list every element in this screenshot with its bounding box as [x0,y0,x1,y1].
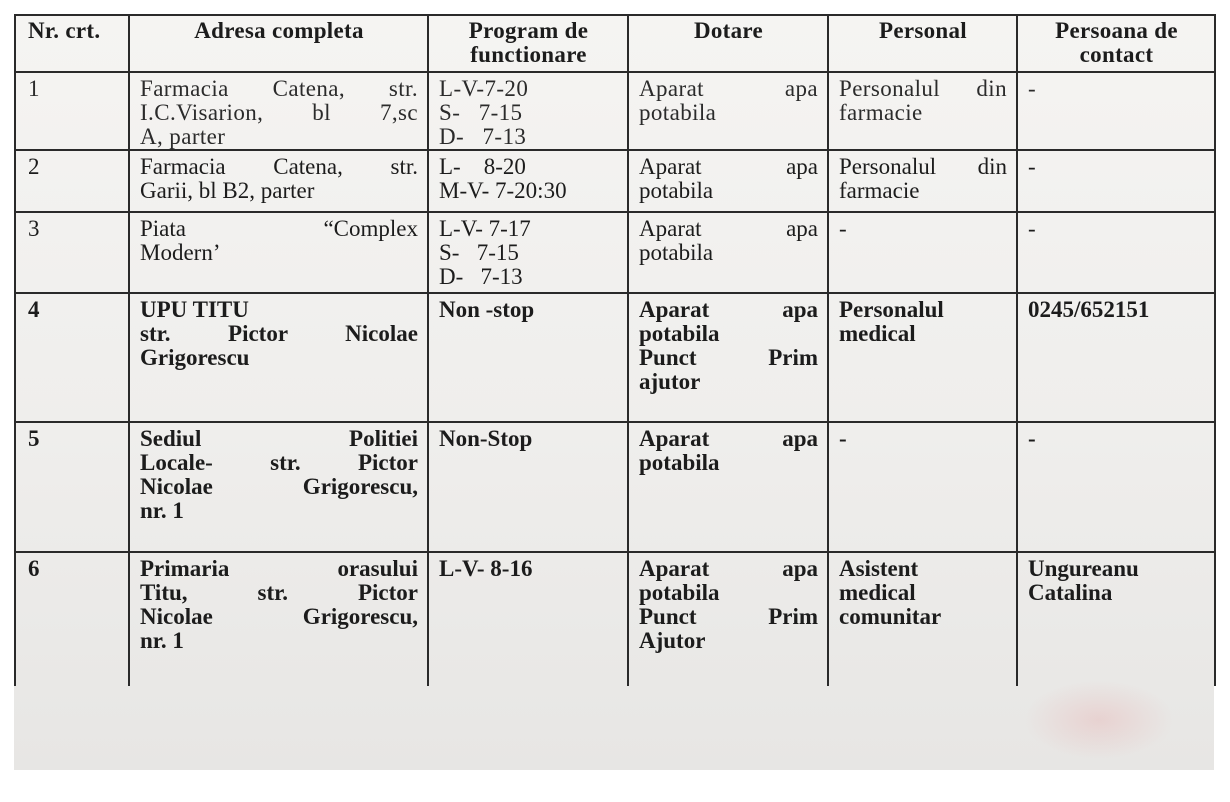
cell-address: Farmacia Catena, str. Garii, bl B2, parter [129,150,428,212]
cell-staff: Personalul din farmacie [828,72,1017,150]
cell-staff: - [828,212,1017,293]
table-row [15,72,1215,150]
paper-stain [1024,680,1174,760]
cell-nr: 6 [15,552,129,686]
header-staff: Personal [828,15,1017,72]
cell-address: Primaria orasului Titu, str. Pictor Nicolae Grigorescu, nr. 1 [129,552,428,686]
cell-equipment: Aparat apa potabila [628,422,828,552]
table-row [15,212,1215,293]
cell-schedule: L-V-7-20 S- 7-15 D- 7-13 [428,72,628,150]
header-row [15,15,1215,72]
cell-nr: 1 [15,72,129,150]
cell-address: Sediul Politiei Locale- str. Pictor Nicolae Grigorescu, nr. 1 [129,422,428,552]
cell-nr: 2 [15,150,129,212]
cell-address: Farmacia Catena, str. I.C.Visarion, bl 7,sc A, parter [129,72,428,150]
cell-schedule: L-V- 7-17 S- 7-15 D- 7-13 [428,212,628,293]
cell-staff: Personalul din farmacie [828,150,1017,212]
cell-staff: Personalul medical [828,293,1017,422]
cell-contact: - [1017,150,1215,212]
header-equipment: Dotare [628,15,828,72]
cell-contact: - [1017,72,1215,150]
cell-address: Piata “Complex Modern’ [129,212,428,293]
locations-table [14,14,1216,686]
table-row [15,552,1215,686]
cell-contact: - [1017,212,1215,293]
cell-staff: - [828,422,1017,552]
header-schedule: Program de functionare [428,15,628,72]
cell-nr: 5 [15,422,129,552]
cell-schedule: L- 8-20 M-V- 7-20:30 [428,150,628,212]
cell-schedule: Non -stop [428,293,628,422]
header-contact: Persoana de contact [1017,15,1215,72]
cell-equipment: Aparat apa potabila Punct Prim Ajutor [628,552,828,686]
cell-equipment: Aparat apa potabila Punct Prim ajutor [628,293,828,422]
cell-address: UPU TITU str. Pictor Nicolae Grigorescu [129,293,428,422]
table-row [15,293,1215,422]
cell-nr: 4 [15,293,129,422]
cell-schedule: Non-Stop [428,422,628,552]
cell-equipment: Aparat apa potabila [628,212,828,293]
header-nr: Nr. crt. [15,15,129,72]
document-sheet [14,14,1214,770]
cell-equipment: Aparat apa potabila [628,150,828,212]
table-row [15,150,1215,212]
cell-staff: Asistent medical comunitar [828,552,1017,686]
cell-nr: 3 [15,212,129,293]
cell-schedule: L-V- 8-16 [428,552,628,686]
table-row [15,422,1215,552]
header-address: Adresa completa [129,15,428,72]
cell-contact: 0245/652151 [1017,293,1215,422]
cell-contact: - [1017,422,1215,552]
cell-equipment: Aparat apa potabila [628,72,828,150]
cell-contact: Ungureanu Catalina [1017,552,1215,686]
